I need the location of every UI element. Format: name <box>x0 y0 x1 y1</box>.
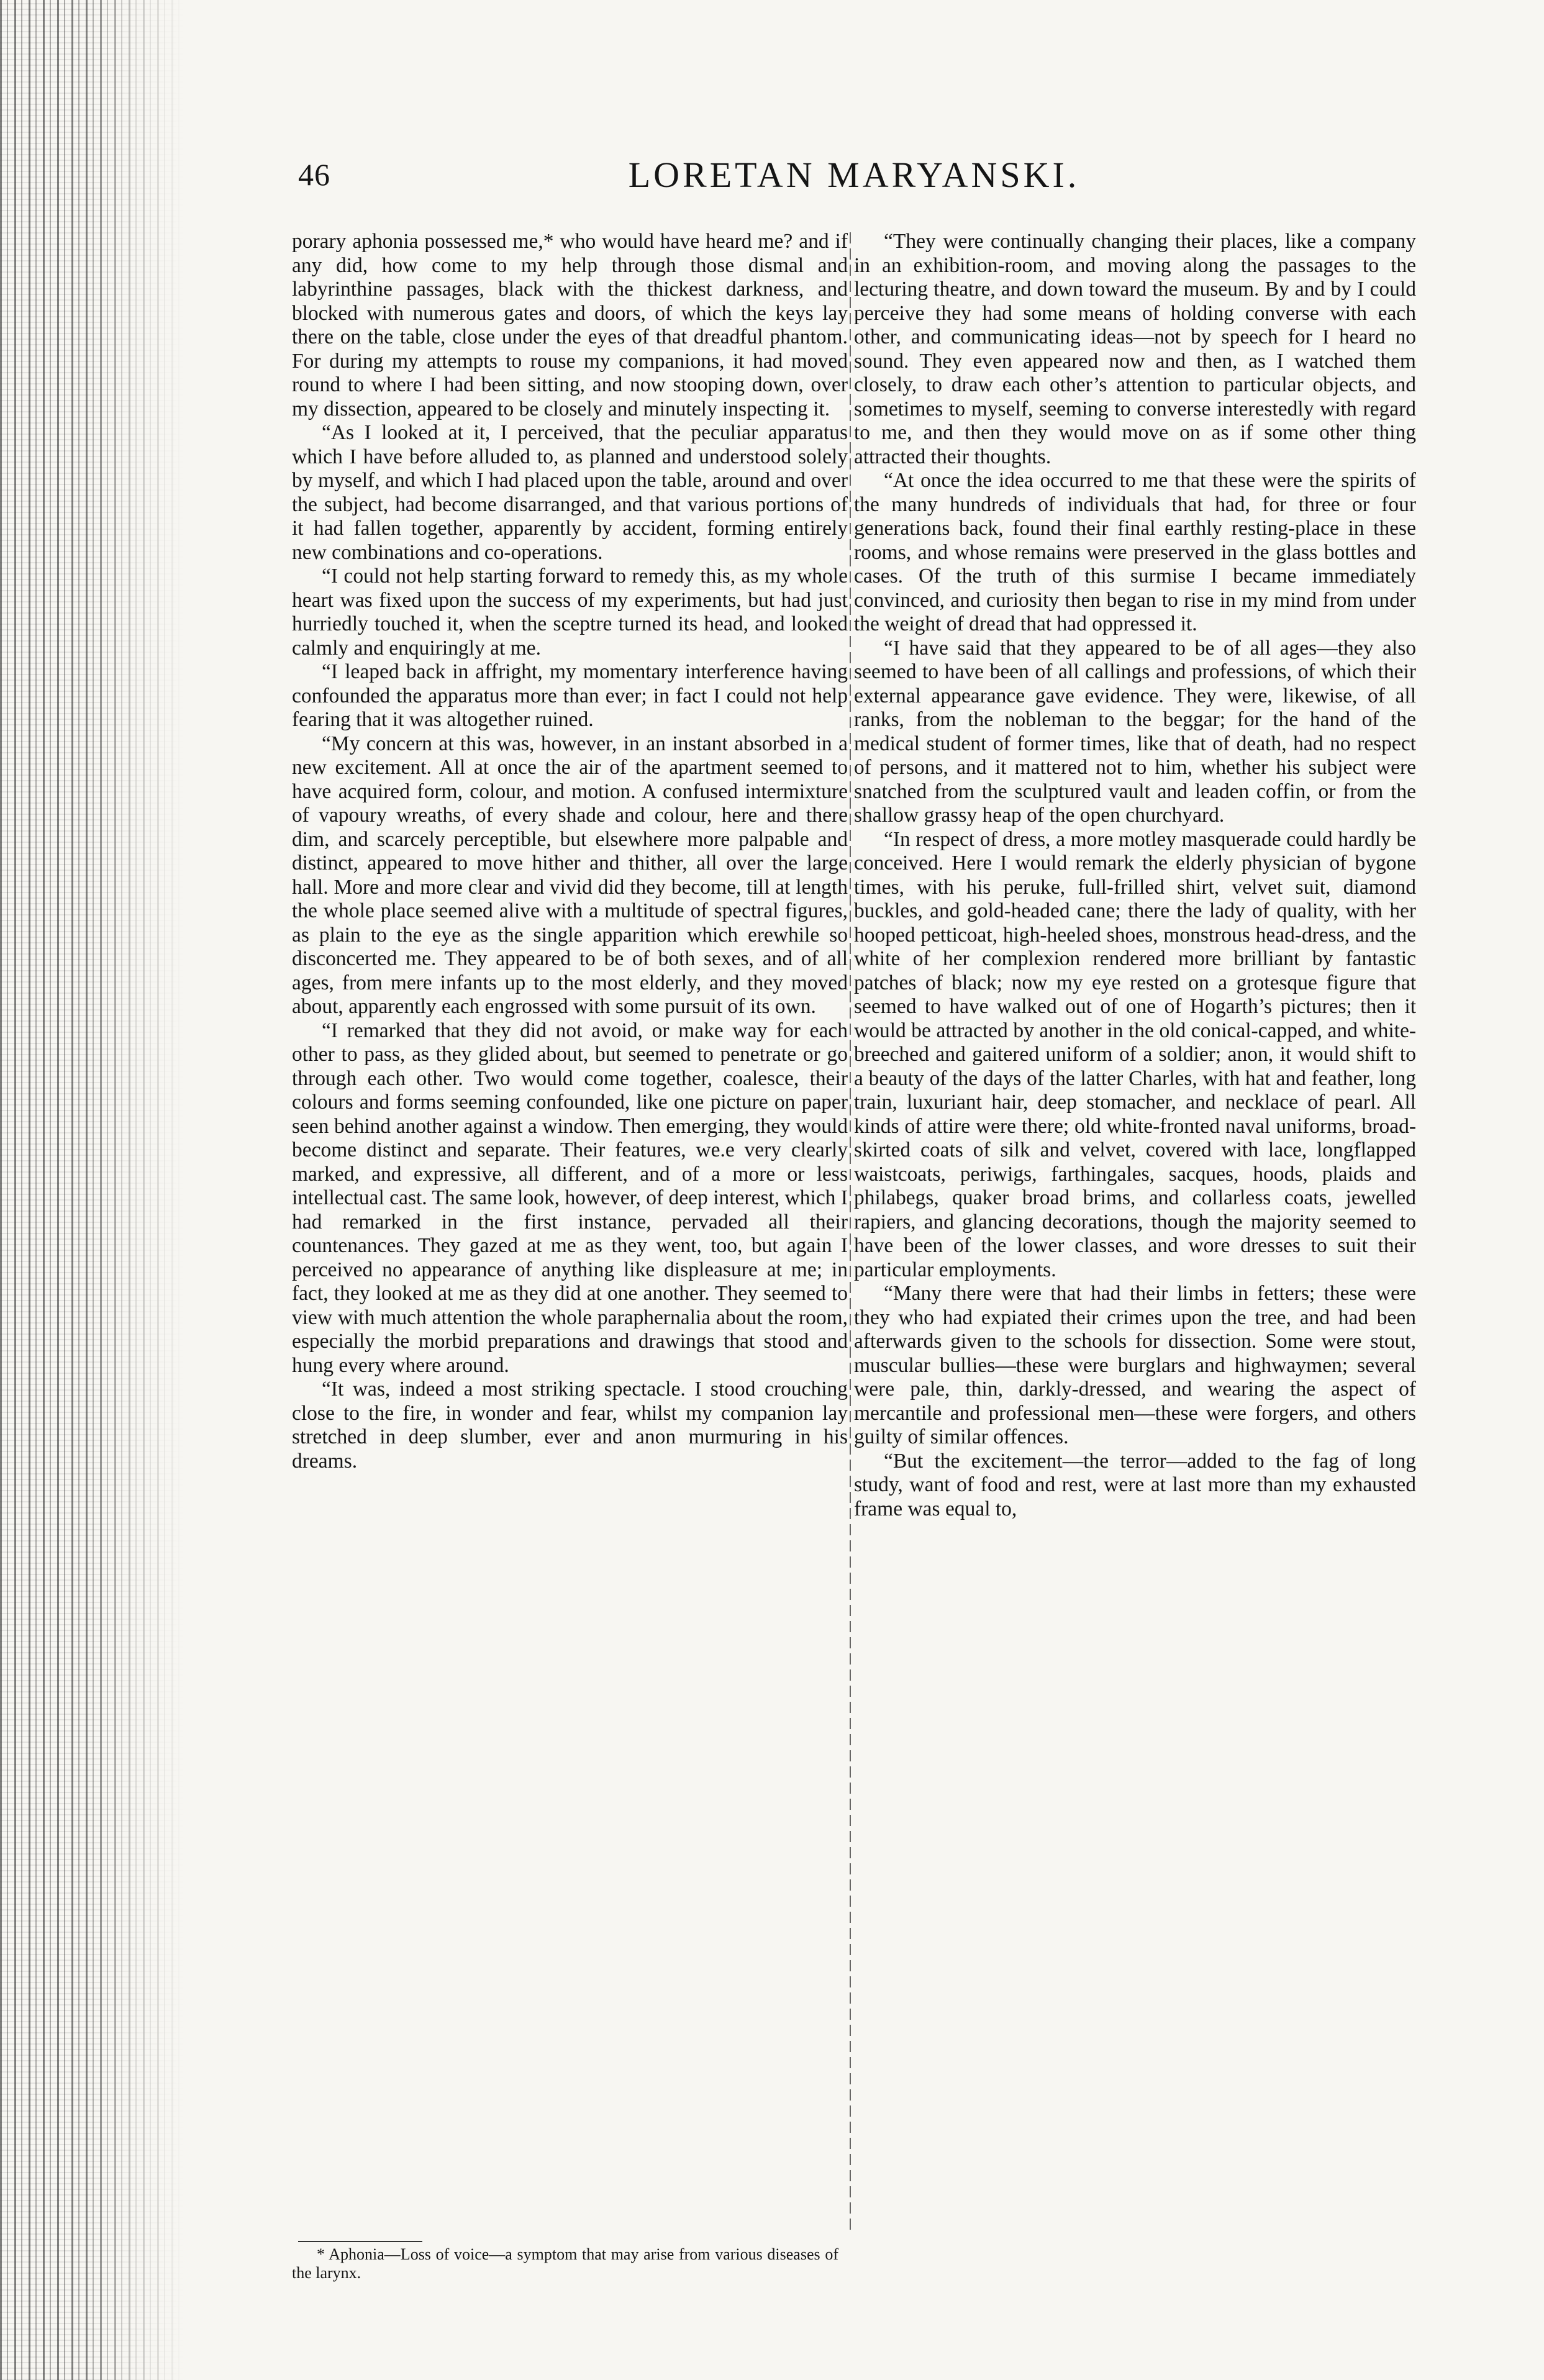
column-divider <box>850 230 851 2230</box>
page-header <box>286 154 1422 204</box>
paragraph: “At once the idea occurred to me that these were the spirits of the many hundreds of individuals that had, for three or four generations back, found their final earthly resting-place in these rooms, and whose remains were preserved in the glass bottles and cases. Of the truth of this surmise I became immediately convinced, and curiosity then began to rise in my mind from under the weight of dread that had oppressed it. <box>854 469 1416 635</box>
running-title: LORETAN MARYANSKI. <box>628 155 1080 195</box>
right-column <box>854 230 1416 2205</box>
paragraph: “I could not help starting forward to remedy this, as my whole heart was fixed upon the success of my experiments, but had just hurriedly touched it, when the sceptre turned its head, and looked calmly and enquiringly at me. <box>292 565 848 660</box>
left-column <box>292 230 848 2205</box>
paragraph: “As I looked at it, I perceived, that the peculiar apparatus which I have before alluded to, as planned and understood solely by myself, and which I had placed upon the table, around and over the subject, had become disarranged, and that various portions of it had fallen together, apparently by accident, forming entirely new combinations and co-operations. <box>292 421 848 564</box>
paragraph: “Many there were that had their limbs in fetters; these were they who had expiated their crimes upon the tree, and had been afterwards given to the schools for dissection. Some were stout, muscular bullies—these were burglars and highwaymen; several were pale, thin, darkly-dressed, and wearing the aspect of mercantile and professional men—these were forgers, and others guilty of similar offences. <box>854 1282 1416 1448</box>
page-number: 46 <box>298 157 330 192</box>
footnote: * Aphonia—Loss of voice—a symptom that may arise from various diseases of the larynx. <box>292 2245 838 2282</box>
binding-edge-scan-artifact <box>0 0 186 2380</box>
paragraph: porary aphonia possessed me,* who would have heard me? and if any did, how come to my help through those dismal and labyrinthine passages, black with the thickest darkness, and blocked with numerous gates and doors, of which the keys lay there on the table, close under the eyes of that dreadful phantom. For during my attempts to rouse my companions, it had moved round to where I had been sitting, and now stooping down, over my dissection, appeared to be closely and minutely inspecting it. <box>292 230 848 420</box>
paragraph: “But the excitement—the terror—added to the fag of long study, want of food and rest, were at last more than my exhausted frame was equal to, <box>854 1449 1416 1520</box>
paragraph: “In respect of dress, a more motley masquerade could hardly be conceived. Here I would remark the elderly physician of bygone times, with his peruke, full-frilled shirt, velvet suit, diamond buckles, and gold-headed cane; there the lady of quality, with her hooped petticoat, high-heeled shoes, monstrous head-dress, and the white of her complexion rendered more brilliant by fantastic patches of black; now my eye rested on a grotesque figure that seemed to have walked out of one of Hogarth’s pictures; then it would be attracted by another in the old conical-capped, and white-breeched and gaitered uniform of a soldier; anon, it would shift to a beauty of the days of the latter Charles, with hat and feather, long train, luxuriant hair, deep stomacher, and necklace of pearl. All kinds of attire were there; old white-fronted naval uniforms, broad-skirted coats of silk and velvet, covered with lace, longflapped waistcoats, periwigs, farthingales, sacques, hoods, plaids and philabegs, quaker broad brims, and collarless coats, jewelled rapiers, and glancing decorations, though the majority seemed to have been of the lower classes, and wore dresses to suit their particular employments. <box>854 827 1416 1281</box>
paragraph: “They were continually changing their places, like a company in an exhibition-room, and moving along the passages to the lecturing theatre, and down toward the museum. By and by I could perceive they had some means of holding converse with each other, and communicating ideas—not by speech for I heard no sound. They even appeared now and then, as I watched them closely, to draw each other’s attention to particular objects, and sometimes to myself, seeming to converse interestedly with regard to me, and then they would move on as if some other thing attracted their thoughts. <box>854 230 1416 468</box>
paragraph: “I remarked that they did not avoid, or make way for each other to pass, as they glided about, but seemed to penetrate or go through each other. Two would come together, coalesce, their colours and forms seeming confounded, like one picture on paper seen behind another against a window. Then emerging, they would become distinct and separate. Their features, we.e very clearly marked, and expressive, all different, and of a more or less intellectual cast. The same look, however, of deep interest, which I had remarked in the first instance, pervaded all their countenances. They gazed at me as they went, too, but again I perceived no appearance of anything like displeasure at me; in fact, they looked at me as they did at one another. They seemed to view with much attention the whole paraphernalia about the room, especially the morbid preparations and drawings that stood and hung every where around. <box>292 1019 848 1377</box>
footnote-rule <box>298 2241 422 2242</box>
paragraph: “I have said that they appeared to be of all ages—they also seemed to have been of all callings and professions, of which their external appearance gave evidence. They were, likewise, of all ranks, from the nobleman to the beggar; for the hand of the medical student of former times, like that of death, had no respect of persons, and it mattered not to him, whether his subject were snatched from the sculptured vault and leaden coffin, or from the shallow grassy heap of the open churchyard. <box>854 636 1416 827</box>
paragraph: “My concern at this was, however, in an instant absorbed in a new excitement. All at once the air of the apartment seemed to have acquired form, colour, and motion. A confused intermixture of vapoury wreaths, of every shade and colour, here and there dim, and scarcely perceptible, but elsewhere more palpable and distinct, appeared to move hither and thither, all over the large hall. More and more clear and vivid did they become, till at length the whole place seemed alive with a multitude of spectral figures, as plain to the eye as the single apparition which erewhile so disconcerted me. They appeared to be of both sexes, and of all ages, from mere infants up to the most elderly, and they moved about, apparently each engrossed with some pursuit of its own. <box>292 732 848 1018</box>
paragraph: “It was, indeed a most striking spectacle. I stood crouching close to the fire, in wonder and fear, whilst my companion lay stretched in deep slumber, ever and anon murmuring in his dreams. <box>292 1378 848 1473</box>
paragraph: “I leaped back in affright, my momentary interference having confounded the apparatus more than ever; in fact I could not help fearing that it was altogether ruined. <box>292 660 848 731</box>
